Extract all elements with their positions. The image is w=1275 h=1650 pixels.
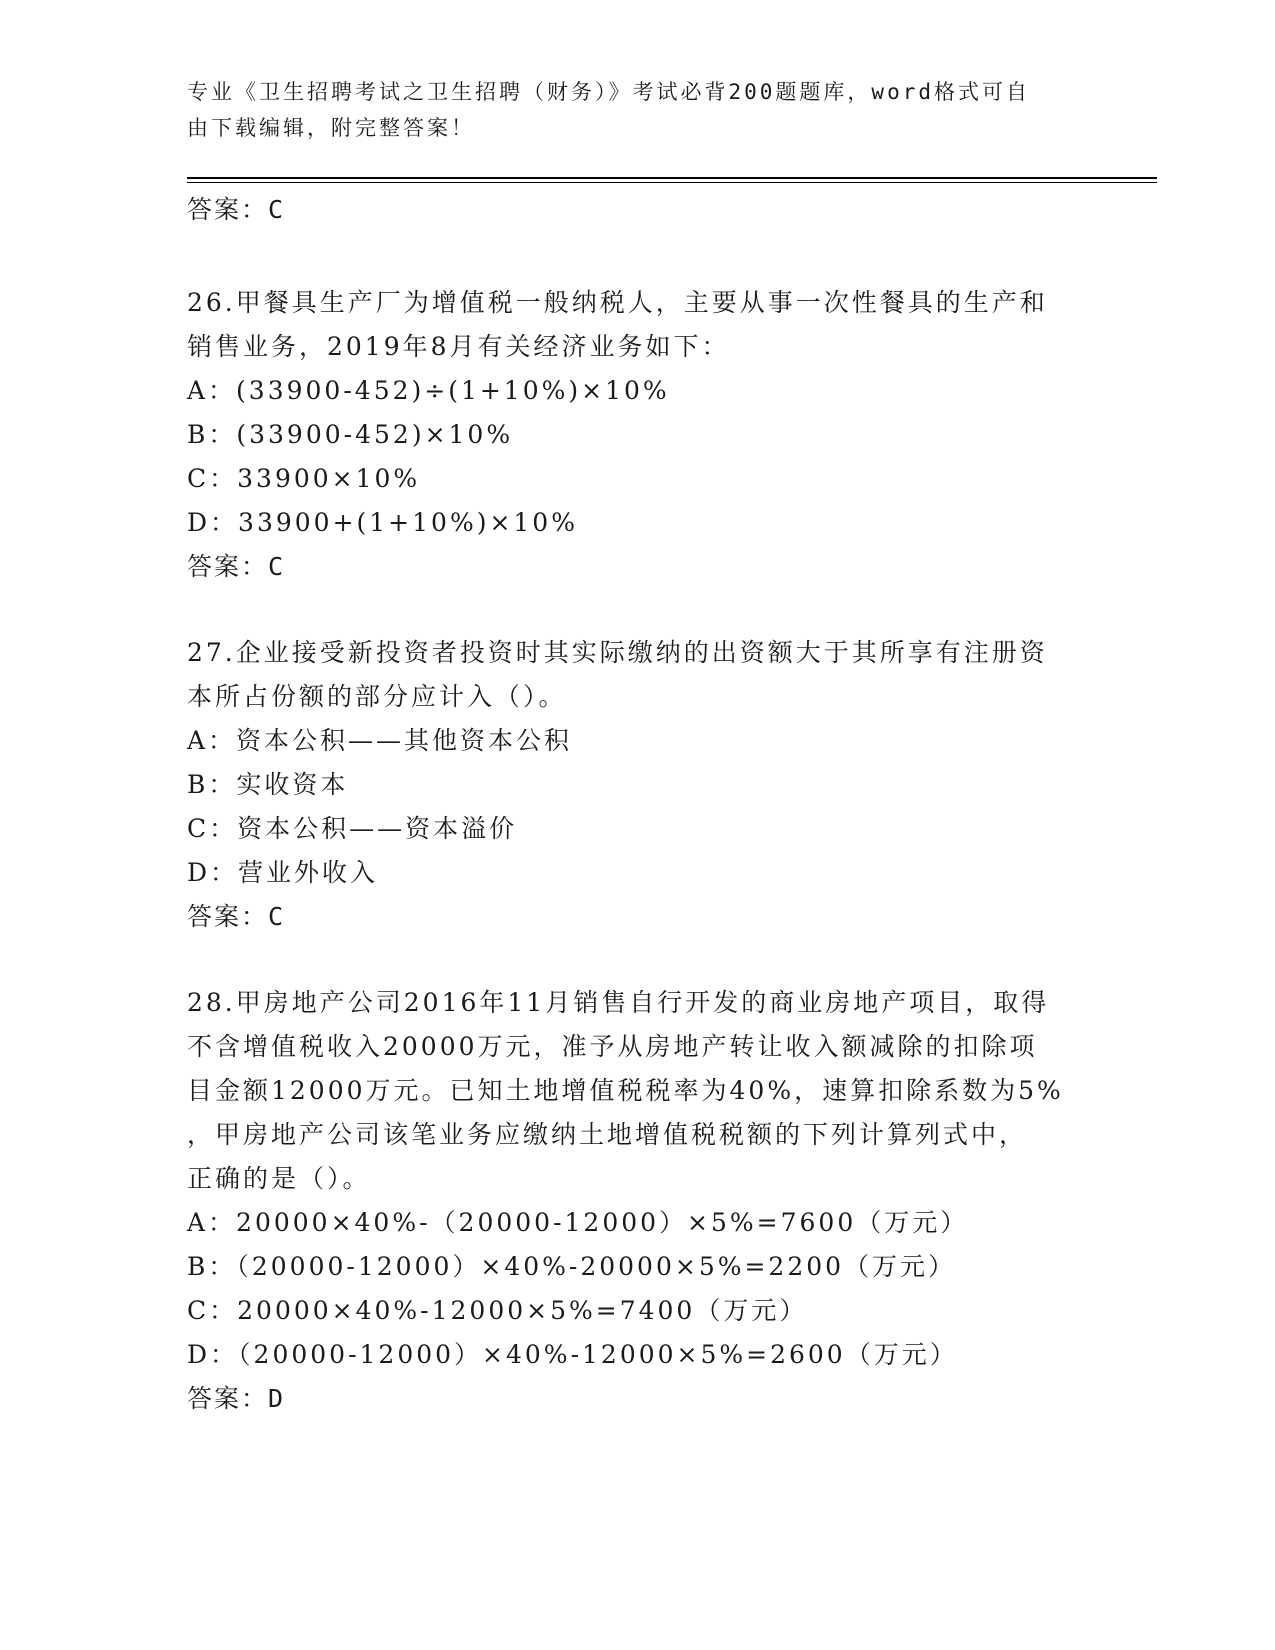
q27-stem-line-1: 27.企业接受新投资者投资时其实际缴纳的出资额大于其所享有注册资: [187, 638, 1048, 667]
q27-option-d: D：营业外收入: [187, 858, 379, 887]
q26-option-b: B：(33900-452)×10%: [187, 420, 514, 449]
header-line-2: 由下载编辑，附完整答案！: [187, 116, 475, 140]
q28-stem-line-2: 不含增值税收入20000万元，准予从房地产转让收入额减除的扣除项: [187, 1032, 1038, 1061]
q28-stem-line-4: ，甲房地产公司该笔业务应缴纳土地增值税税额的下列计算列式中，: [187, 1120, 1028, 1149]
answer-previous: 答案：C: [187, 195, 286, 224]
q26-option-d: D：33900+(1+10%)×10%: [187, 508, 578, 537]
q28-option-a: A：20000×40%-（20000-12000）×5%=7600（万元）: [187, 1208, 969, 1237]
q28-answer: 答案：D: [187, 1384, 286, 1413]
q27-stem-line-2: 本所占份额的部分应计入（）。: [187, 682, 567, 711]
q28-stem-line-5: 正确的是（）。: [187, 1164, 371, 1193]
header-line-1: 专业《卫生招聘考试之卫生招聘（财务）》考试必背200题题库，word格式可自: [187, 80, 1030, 104]
q26-option-a: A：(33900-452)÷(1+10%)×10%: [187, 376, 670, 405]
header-rule-thick: [187, 177, 1157, 179]
q26-option-c: C：33900×10%: [187, 464, 421, 493]
q28-option-d: D：（20000-12000）×40%-12000×5%=2600（万元）: [187, 1340, 958, 1369]
q27-option-a: A：资本公积——其他资本公积: [187, 726, 573, 755]
q26-stem-line-1: 26.甲餐具生产厂为增值税一般纳税人，主要从事一次性餐具的生产和: [187, 288, 1048, 317]
document-header: [187, 74, 1067, 146]
q27-option-b: B：实收资本: [187, 770, 349, 799]
header-rule-thin: [187, 182, 1157, 183]
q28-stem-line-3: 目金额12000万元。已知土地增值税税率为40%，速算扣除系数为5%: [187, 1076, 1064, 1105]
q27-option-c: C：资本公积——资本溢价: [187, 814, 518, 843]
q28-option-c: C：20000×40%-12000×5%=7400（万元）: [187, 1296, 808, 1325]
q26-answer: 答案：C: [187, 552, 286, 581]
q27-answer: 答案：C: [187, 902, 286, 931]
q28-option-b: B：（20000-12000）×40%-20000×5%=2200（万元）: [187, 1252, 957, 1281]
q26-stem-line-2: 销售业务，2019年8月有关经济业务如下：: [187, 332, 730, 361]
q28-stem-line-1: 28.甲房地产公司2016年11月销售自行开发的商业房地产项目，取得: [187, 988, 1050, 1017]
